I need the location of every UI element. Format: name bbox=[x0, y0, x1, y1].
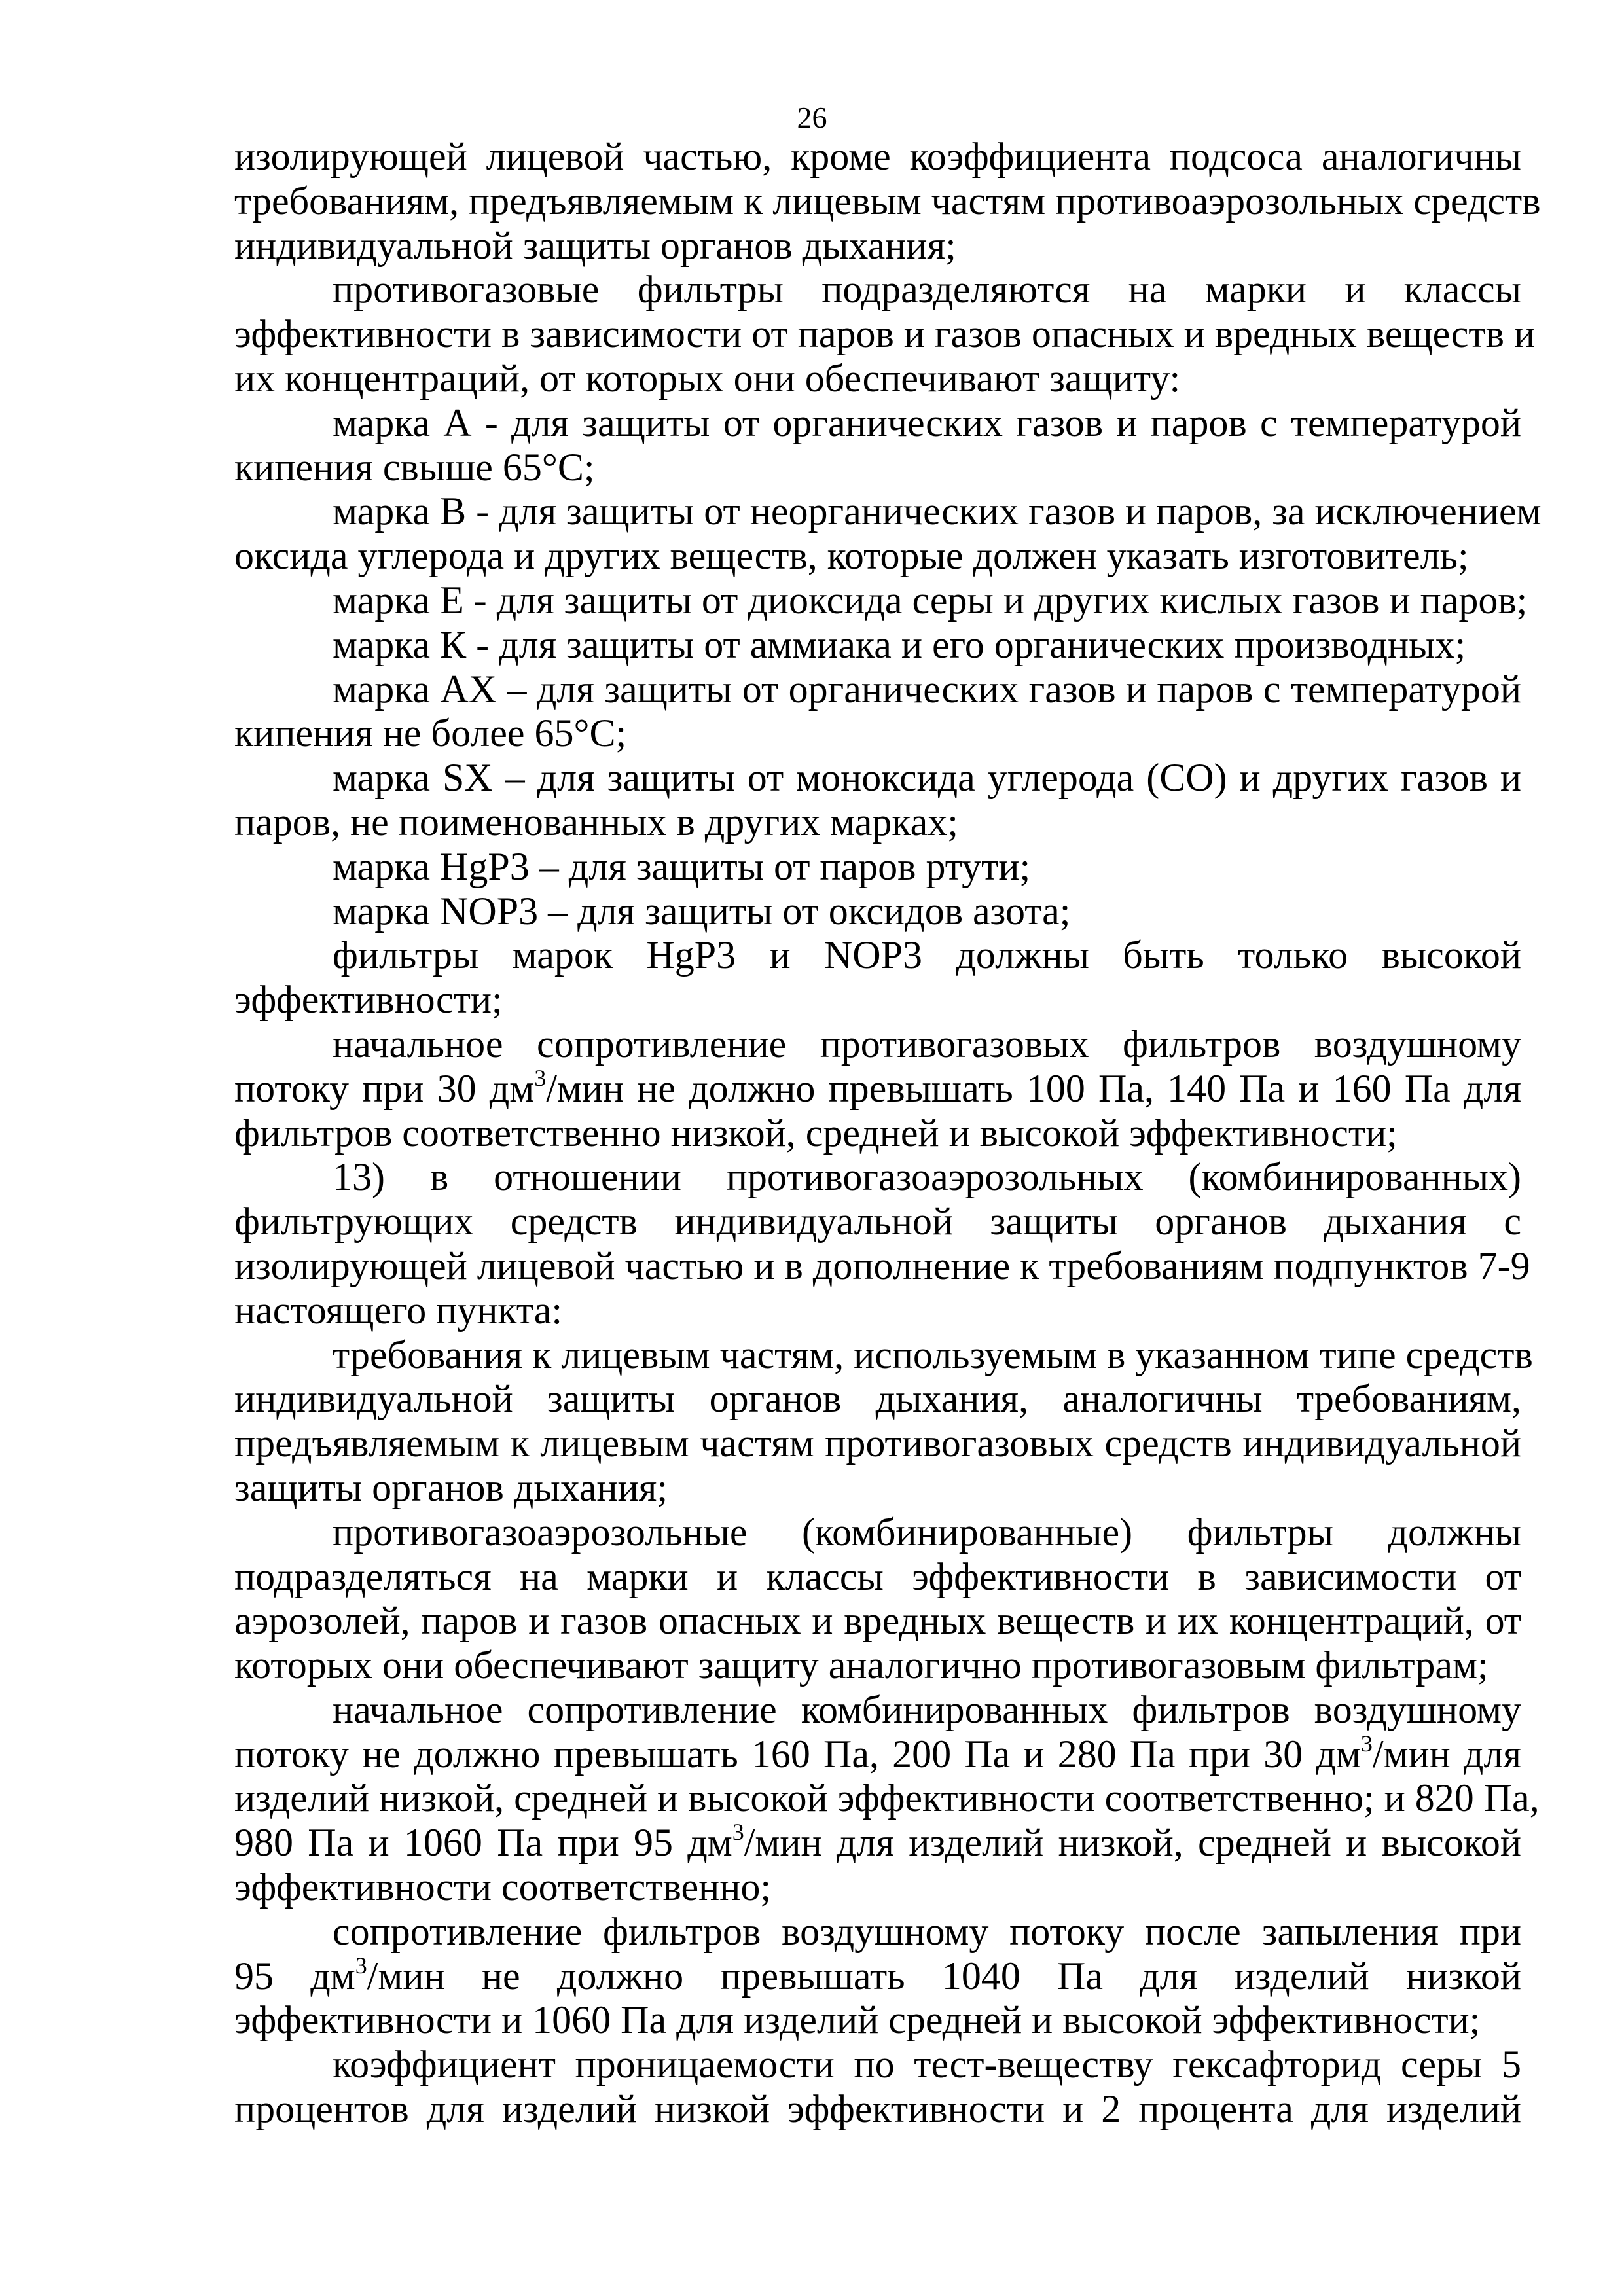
text-line: эффективности соответственно; bbox=[234, 1865, 771, 1909]
text-line: марка Е - для защиты от диоксида серы и других кислых газов и паров; bbox=[333, 578, 1528, 622]
paragraph bbox=[234, 135, 1541, 268]
text-line: фильтров соответственно низкой, средней и высокой эффективности; bbox=[234, 1111, 1398, 1155]
paragraph bbox=[234, 889, 1521, 934]
page-number: 26 bbox=[797, 101, 827, 134]
text-line: паров, не поименованных в других марках; bbox=[234, 800, 958, 844]
text-line: эффективности; bbox=[234, 978, 503, 1022]
text-line: изолирующей лицевой частью, кроме коэффициента подсоса аналогичны bbox=[234, 135, 1521, 178]
text-line: противогазовые фильтры подразделяются на марки и классы bbox=[333, 268, 1521, 312]
text-line: подразделяться на марки и классы эффективности в зависимости от bbox=[234, 1554, 1521, 1598]
paragraph bbox=[234, 490, 1542, 579]
paragraph bbox=[234, 756, 1521, 845]
text-line: марка АХ – для защиты от органических газов и паров с температурой bbox=[333, 667, 1521, 711]
text-line: кипения не более 65°С; bbox=[234, 711, 627, 755]
text-line: потоку при 30 $дм^3$/мин не должно превышать 100 Па, 140 Па и 160 Па для bbox=[234, 1064, 1521, 1110]
text-line: марка В - для защиты от неорганических газов и паров, за исключением bbox=[333, 490, 1542, 533]
text-line: которых они обеспечивают защиту аналогично противогазовым фильтрам; bbox=[234, 1643, 1489, 1687]
text-line: защиты органов дыхания; bbox=[234, 1465, 668, 1509]
superscript: 3 bbox=[534, 1064, 547, 1091]
text-line: аэрозолей, паров и газов опасных и вредных веществ и их концентраций, от bbox=[234, 1599, 1521, 1643]
superscript: 3 bbox=[732, 1819, 744, 1846]
text-line: начальное сопротивление противогазовых фильтров воздушному bbox=[333, 1022, 1521, 1066]
text-line: начальное сопротивление комбинированных фильтров воздушному bbox=[333, 1687, 1521, 1731]
superscript: 3 bbox=[1360, 1730, 1373, 1757]
text-line: марка К - для защиты от аммиака и его органических производных; bbox=[333, 622, 1466, 666]
text-line: оксида углерода и других веществ, которые должен указать изготовитель; bbox=[234, 534, 1469, 578]
text-line: фильтры марок HgP3 и NOP3 должны быть только высокой bbox=[333, 933, 1521, 977]
text-line: индивидуальной защиты органов дыхания; bbox=[234, 223, 956, 267]
text-line: изделий низкой, средней и высокой эффективности соответственно; и 820 Па, bbox=[234, 1776, 1540, 1820]
paragraph bbox=[234, 401, 1521, 490]
text-line: кипения свыше 65°С; bbox=[234, 445, 595, 489]
text-line: противогазоаэрозольные (комбинированные) фильтры должны bbox=[333, 1510, 1521, 1554]
text-line: сопротивление фильтров воздушному потоку после запыления при bbox=[333, 1909, 1521, 1953]
text-line: 13) в отношении противогазоаэрозольных (комбинированных) bbox=[333, 1155, 1521, 1199]
paragraph bbox=[234, 2043, 1521, 2132]
document-body bbox=[234, 135, 1542, 2132]
text-line: настоящего пункта: bbox=[234, 1288, 563, 1332]
text-line: процентов для изделий низкой эффективности и 2 процента для изделий bbox=[234, 2087, 1521, 2131]
text-line: фильтрующих средств индивидуальной защиты органов дыхания с bbox=[234, 1200, 1521, 1244]
paragraph bbox=[234, 578, 1528, 623]
text-line: индивидуальной защиты органов дыхания, аналогичны требованиям, bbox=[234, 1377, 1521, 1421]
paragraph bbox=[234, 668, 1521, 757]
text-line: марка SX – для защиты от моноксида углерода (СО) и других газов и bbox=[333, 756, 1521, 800]
paragraph bbox=[234, 933, 1521, 1022]
text-line: марка HgP3 – для защиты от паров ртути; bbox=[333, 844, 1031, 888]
text-line: марка А - для защиты от органических газов и паров с температурой bbox=[333, 401, 1521, 444]
paragraph bbox=[234, 1910, 1521, 2043]
superscript: 3 bbox=[355, 1952, 367, 1979]
text-line: марка NOP3 – для защиты от оксидов азота; bbox=[333, 889, 1071, 933]
text-line: потоку не должно превышать 160 Па, 200 Па и 280 Па при 30 $дм^3$/мин для bbox=[234, 1730, 1521, 1776]
text-line: требованиям, предъявляемым к лицевым частям противоаэрозольных средств bbox=[234, 179, 1541, 223]
paragraph bbox=[234, 1155, 1530, 1333]
paragraph bbox=[234, 1022, 1521, 1155]
text-line: изолирующей лицевой частью и в дополнение к требованиям подпунктов 7-9 bbox=[234, 1244, 1530, 1287]
text-line: их концентраций, от которых они обеспечивают защиту: bbox=[234, 356, 1181, 400]
text-line: эффективности и 1060 Па для изделий средней и высокой эффективности; bbox=[234, 1998, 1481, 2042]
paragraph bbox=[234, 1511, 1521, 1688]
paragraph bbox=[234, 1687, 1540, 1910]
text-line: 95 $дм^3$/мин не должно превышать 1040 Па для изделий низкой bbox=[234, 1952, 1521, 1998]
text-line: эффективности в зависимости от паров и газов опасных и вредных веществ и bbox=[234, 312, 1536, 356]
text-line: требования к лицевым частям, используемым в указанном типе средств bbox=[333, 1333, 1533, 1376]
paragraph bbox=[234, 845, 1521, 889]
paragraph bbox=[234, 623, 1521, 668]
text-line: 980 Па и 1060 Па при 95 $дм^3$/мин для изделий низкой, средней и высокой bbox=[234, 1819, 1522, 1865]
text-line: предъявляемым к лицевым частям противогазовых средств индивидуальной bbox=[234, 1422, 1521, 1465]
text-line: коэффициент проницаемости по тест-веществу гексафторид серы 5 bbox=[333, 2043, 1521, 2087]
paragraph bbox=[234, 268, 1536, 401]
paragraph bbox=[234, 1333, 1533, 1511]
